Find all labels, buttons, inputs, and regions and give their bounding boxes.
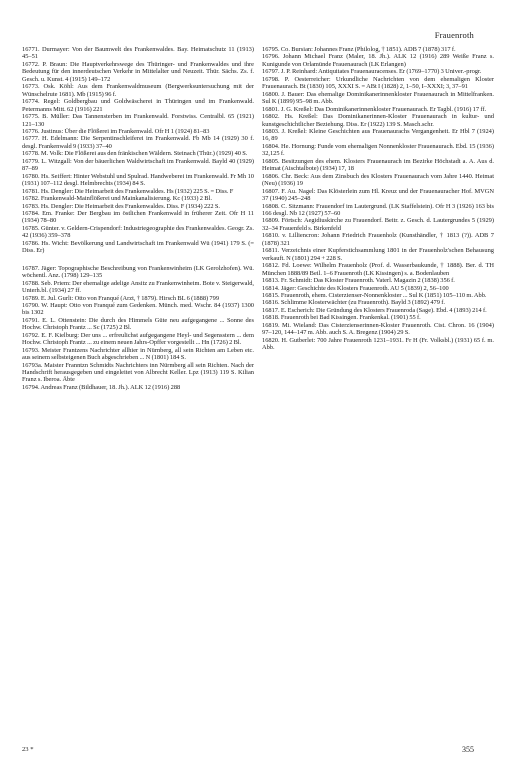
entry: 16776. Justinus: Über die Flößerei im Frankenwald. Ofr H 1 (1924) 81–83 bbox=[22, 127, 210, 135]
entry: 16803. J. Kreßel: Kleine Geschichten aus Frauenaurachs Vergangenheit. Er Hbl 7 (1924) 16, 89 bbox=[262, 127, 494, 143]
entry: 16802. Hs. Kreßel: Das Dominikanerinnen-Kloster Frauenaurach in kultur- und kunstgeschichtlicher Beziehung. Diss. Er (1922) 139 S. Masch.schr. bbox=[262, 113, 494, 128]
entry: 16788. Seb. Priem: Der ehemalige adelige Ansitz zu Frankenwinheim. Bote v. Steigerwald, Unterh.bl. (1934) 27 ff. bbox=[22, 279, 254, 295]
entry: 16819. Mi. Wieland: Das Cisterzienserinnen-Kloster Frauenroth. Cist. Chron. 16 (1904) 97–120, 144–147 m. Abb. auch S. A. Bregenz (1904) 29 S. bbox=[262, 321, 494, 337]
right-column bbox=[262, 46, 494, 352]
entry: 16786. Hs. Wicht: Bevölkerung und Landwirtschaft im Frankenwald Wü (1941) 179 S. (= Diss. Er) bbox=[22, 239, 254, 255]
entry: 16774. Regel: Goldbergbau und Goldwäscherei in Thüringen und im Frankenwald. Petermanns Mitt. 62 (1916) 221 bbox=[22, 98, 254, 113]
entry: 16783. Hs. Dengler: Die Heimarbeit des Frankenwaldes. Diss. F (1934) 222 S. bbox=[22, 202, 220, 210]
entry: 16787. Jäger: Topographische Beschreibung von Frankenwinheim (LK Gerolzhofen). Wü. wöchentl. Anz. (1798) 129–135 bbox=[22, 264, 254, 280]
entry: 16779. L. Witzgall: Von der bäuerlichen Waldwirtschaft im Frankenwald. Bayld 40 (1929) 87–89 bbox=[22, 157, 254, 173]
entry: 16806. Chr. Beck: Aus dem Zinsbuch des Klosters Frauenaurach vom Jahre 1440. Heimat (Neu) (1936) 19 bbox=[262, 172, 494, 188]
entry: 16804. He. Hornung: Funde vom ehemaligen Nonnenkloster Frauenaurach. Ebd. 15 (1936) 32,125 f. bbox=[262, 142, 494, 158]
entry: 16801. J. G. Kreßel: Das Dominikanerinnenkloster Frauenaurach. Er Tagbl. (1916) 17 ff. bbox=[262, 105, 487, 113]
entry: 16796. Johann Michael Franz (Maler, 18. Jh.). ALK 12 (1916) 289 Weiße Franz s. Kunigunde von Orlamünde Frauenaurach (LK Erlangen) bbox=[262, 53, 494, 68]
entry: 16771. Durmayer: Von der Baumwelt des Frankenwaldes. Bay. Heimatschutz 11 (1913) 45–51 bbox=[22, 46, 254, 61]
entry: 16789. E. Jul. Gurlt: Otto von Franqué (Arzt, † 1879). Hirsch BL 6 (1888) 799 bbox=[22, 294, 220, 302]
entry: 16781. Hs. Dengler: Die Heimarbeit des Frankenwaldes. Hs (1932) 225 S. = Diss. F bbox=[22, 187, 234, 195]
entry: 16793. Meister Frantzens Nachrichter allhier in Nürnberg, all sein Richten am Leben etc. aus seinem selbsteigenen Buch abgeschrieben ... N (1801) 184 S. bbox=[22, 346, 254, 362]
entry: 16812. Fd. Loewe: Wilhelm Frauenholz (Prof. d. Wasserbaukunde, † 1888). Ber. d. TH München 1888/89 Beil. 1–6 Frauenroth (LK Kissingen) s. a. Bodenlauben bbox=[262, 262, 494, 277]
entry: 16784. Em. Franke: Der Bergbau im östlichen Frankenwald in früherer Zeit. Ofr H 11 (1934) 78–80 bbox=[22, 209, 254, 225]
entry: 16809. Förtsch: Aegidiuskirche zu Frauendorf. Beitr. z. Gesch. d. Lautergrundes 5 (1929) 32–34 Frauenfeld s. Birkenfeld bbox=[262, 217, 494, 232]
entry: 16797. J. P. Reinhard: Antiquitates Frauenauracenses. Er (1769–1770) 3 Univer.-progr. bbox=[262, 68, 482, 76]
entry: 16794. Andreas Franz (Bildhauer, 18. Jh.). ALK 12 (1916) 288 bbox=[22, 383, 181, 391]
entry: 16792. E. F. Kielburg: Der uns ... erfreulichst aufgegangene Heyl- und Segensstern ... dem Hochw. Christoph Frantz ... zu einem neuen Jahrs-Opffer vorgestellt ... Hn (1726) 2 Bl. bbox=[22, 331, 254, 347]
entry: 16782. Frankenwald-Mainflößerei und Mainkanalisierung. Kc (1933) 2 Bl. bbox=[22, 195, 212, 203]
signature-mark: 23 * bbox=[22, 746, 34, 753]
entry: 16795. Co. Bursian: Johannes Franz (Philolog, † 1851). ADB 7 (1878) 317 f. bbox=[262, 46, 456, 53]
left-column bbox=[22, 46, 254, 391]
entry: 16813. Fr. Schmidt: Das Kloster Frauenroth. Vaterl. Magazin 2 (1838) 356 f. bbox=[262, 277, 455, 285]
entry: 16772. P. Braun: Die Hauptverkehrswege des Thüringer- und Frankenwaldes und ihre Bedeutung für den innerdeutschen Verkehr in Mittelalter und Neuzeit. Thür. Sächs. Zs. f. Gesch. u. Kunst. 4 (1915) 149–172 bbox=[22, 60, 254, 83]
entry: 16793a. Maister Franntzn Schmidts Nachrichters inn Nürmberg all sein Richten. Nach der Handschrift herausgegeben und eingeleitet von Albrecht Keller. Lpz (1913) 119 S. Kilian Franz s. Iberoa. Äbte bbox=[22, 361, 254, 384]
running-head: Frauenroth bbox=[434, 30, 474, 40]
entry: 16798. P. Oesterreicher: Urkundliche Nachrichten von dem ehemaligen Kloster Frauenaurach. Bt (1830) 105, XXXI S. = ABt I (1828) 2, 1–50, I–XXXI; 3, 37–91 bbox=[262, 75, 494, 91]
entry: 16775. B. Müller: Das Tannensterben im Frankenwald. Forstwiss. Centralbl. 65 (1921) 121–130 bbox=[22, 113, 254, 128]
entry: 16790. W. Haupt: Otto von Franqué zum Gedenken. Münch. med. Wschr. 84 (1937) 1300 bis 1302 bbox=[22, 301, 254, 317]
entry: 16807. F. Au. Nagel: Das Klösterlein zum Hl. Kreuz und der Frauenauracher Hof. MVGN 37 (1940) 245–248 bbox=[262, 187, 494, 203]
entry: 16773. Osk. Köhl: Aus dem Frankenwaldmuseum (Bergwerksuntersuchung mit der Wünschelrute 1681). Mb (1915) 96 f. bbox=[22, 83, 254, 98]
entry: 16820. H. Gutberlet: 700 Jahre Frauenroth 1231–1931. Fr H (Fr. Volksbl.) (1931) 65 f. m. Abb. bbox=[262, 336, 494, 352]
entry: 16800. J. Bauer: Das ehemalige Dominikanerinnenkloster Frauenaurach in Mittelfranken. Sul K (1899) 95–98 m. Abb. bbox=[262, 90, 494, 106]
entry: 16814. Jäger: Geschichte des Klosters Frauenroth. AU 5 (1839) 2, 56–100 bbox=[262, 284, 449, 292]
entry: 16815. Frauenroth, ehem. Cisterzienser-Nonnenkloster ... Sul K (1851) 105–110 m. Abb. bbox=[262, 291, 487, 299]
entry: 16785. Günter. v. Geldern-Crispendorf: Industriegeographie des Frankenwaldes. Geogr. Zs. 42 (1936) 359–378 bbox=[22, 224, 254, 240]
entry: 16791. E. L. Ottenstein: Die durch des Himmels Güte neu aufgegangene ... Sonne des Hochw. Christoph Frantz ... Sc (1725) 2 Bl. bbox=[22, 316, 254, 332]
entry: 16810. v. Lilliencron: Johann Friedrich Frauenholz (Kunsthändler, † 1813 (?)). ADB 7 (1878) 321 bbox=[262, 232, 494, 247]
entry: 16818. Frauenroth bei Bad Kissingen. Frankenkal. (1901) 55 f. bbox=[262, 314, 421, 322]
entry: 16816. Schlimme Klosterwächter (zu Frauenroth). Bayld 3 (1892) 479 f. bbox=[262, 299, 445, 307]
page-number: 355 bbox=[462, 745, 474, 754]
entry: 16817. E. Escherich: Die Gründung des Klosters Frauenroda (Sage). Ebd. 4 (1893) 214 f. bbox=[262, 306, 487, 314]
entry: 16780. Hs. Seiffert: Hinter Webstuhl und Spulrad. Handweberei im Frankenwald. Fr Mh 10 (1931) 107–112 desgl. Helmbrechts (1934) 84 S. bbox=[22, 172, 254, 188]
entry: 16811. Verzeichnis einer Kupferstichsammlung 1801 in der Frauenholz'schen Behausung verkauft. N (1801) 294 + 228 S. bbox=[262, 247, 494, 262]
entry: 16778. M. Volk: Die Flößerei aus den fränkischen Wäldern. Steinach (Thür.) (1929) 40 S. bbox=[22, 150, 248, 158]
entry: 16808. C. Sitzmann: Frauendorf im Lautergrund. (LK Staffelstein). Ofr H 3 (1926) 163 bis 166 desgl. Nb 12 (1927) 57–60 bbox=[262, 202, 494, 217]
entry: 16777. H. Edelmann: Die Serpentinschleiferei im Frankenwald. Fb Mb 14 (1929) 30 f. desgl. Frankenwald 9 (1933) 37–40 bbox=[22, 135, 254, 150]
entry: 16805. Besitzungen des ehem. Klosters Frauenaurach im Bezirke Höchstadt a. A. Aus d. Heimat (Aischtalbote) (1934) 17, 18 bbox=[262, 157, 494, 173]
